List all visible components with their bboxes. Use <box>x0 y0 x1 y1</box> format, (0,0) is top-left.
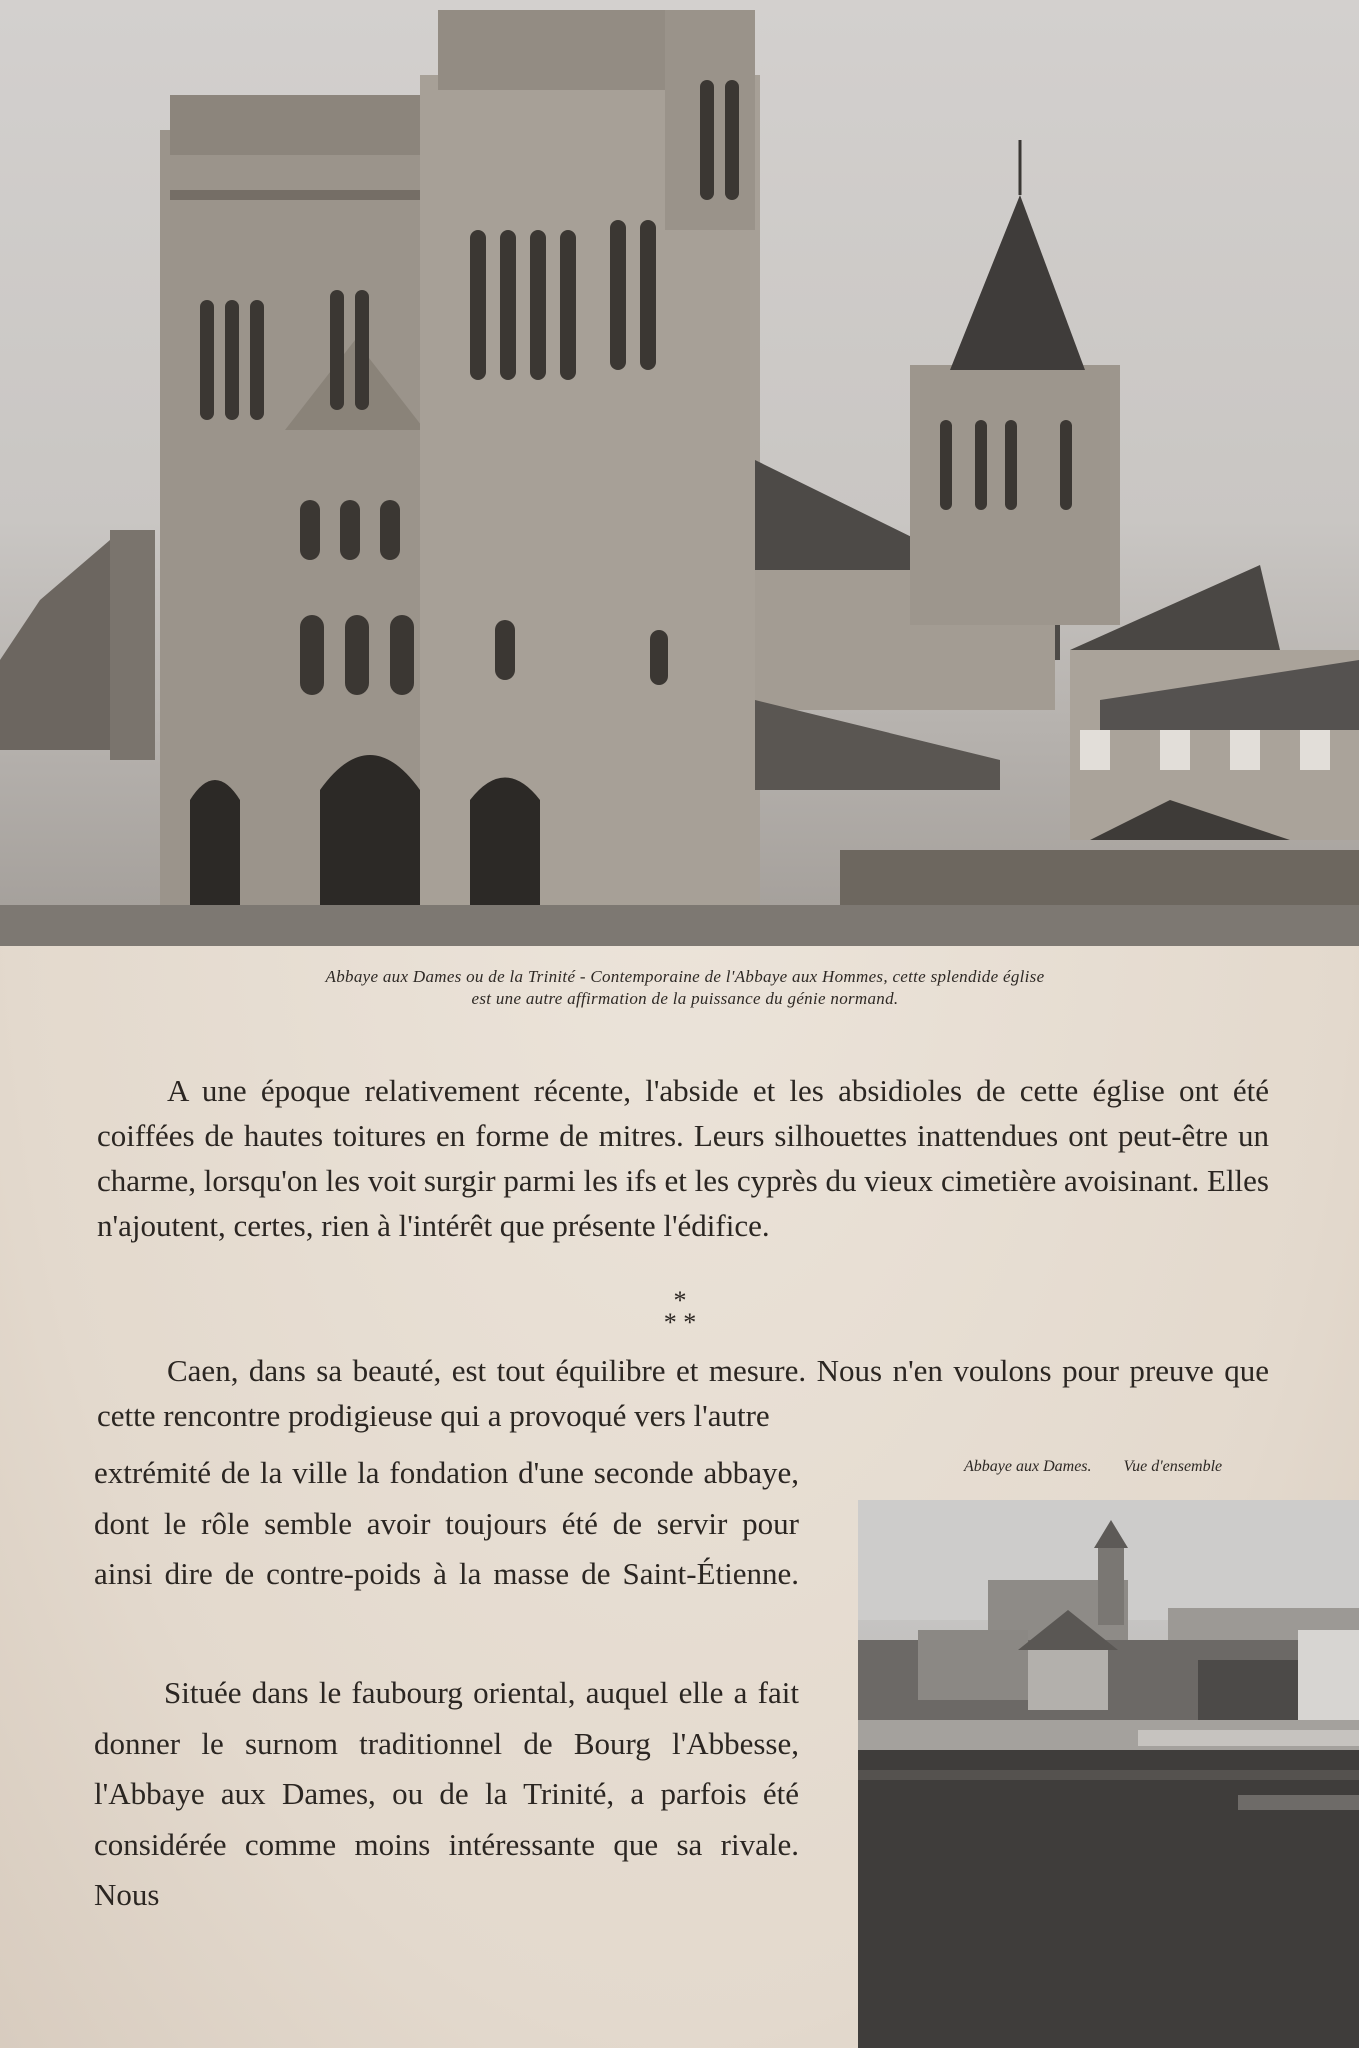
abbey-illustration <box>0 0 1359 946</box>
paragraph-2: Caen, dans sa beauté, est tout équilibre et mesure. Nous n'en voulons pour preuve que cette rencontre prodigieuse qui a provoqué vers l'autre <box>97 1353 1269 1433</box>
small-caption-left: Abbaye aux Dames. <box>964 1458 1092 1475</box>
top-caption-line-1: Abbaye aux Dames ou de la Trinité - Contemporaine de l'Abbaye aux Hommes, cette splendide église <box>325 967 1045 986</box>
paragraph-3: extrémité de la ville la fondation d'une seconde abbaye, dont le rôle semble avoir toujours été de servir pour ainsi dire de contre-poids à la masse de Saint-Étienne. <box>94 1455 799 1591</box>
paragraph-4: Située dans le faubourg oriental, auquel elle a fait donner le surnom traditionnel de Bourg l'Abbesse, l'Abbaye aux Dames, ou de la Trinité, a parfois été considérée comme moins intéressante que sa rivale. Nous <box>94 1675 799 1912</box>
section-separator: * * * <box>663 1286 697 1337</box>
top-caption-line-2: est une autre affirmation de la puissance du génie normand. <box>471 989 899 1008</box>
small-photo-caption <box>964 1458 1324 1476</box>
abbey-photograph <box>0 0 1359 946</box>
abbey-overview-photograph <box>858 1500 1359 2048</box>
overview-illustration <box>858 1500 1359 2048</box>
top-photo-caption <box>190 966 1180 1010</box>
paragraph-1: A une époque relativement récente, l'abside et les absidioles de cette église ont été coiffées de hautes toitures en forme de mitres. Leurs silhouettes inattendues ont peut-être un charme, lorsqu'on les voit surgir parmi les ifs et les cyprès du vieux cimetière avoisinant. Elles n'ajoutent, certes, rien à l'intérêt que présente l'édifice. <box>97 1073 1269 1243</box>
small-caption-right: Vue d'ensemble <box>1123 1458 1223 1475</box>
